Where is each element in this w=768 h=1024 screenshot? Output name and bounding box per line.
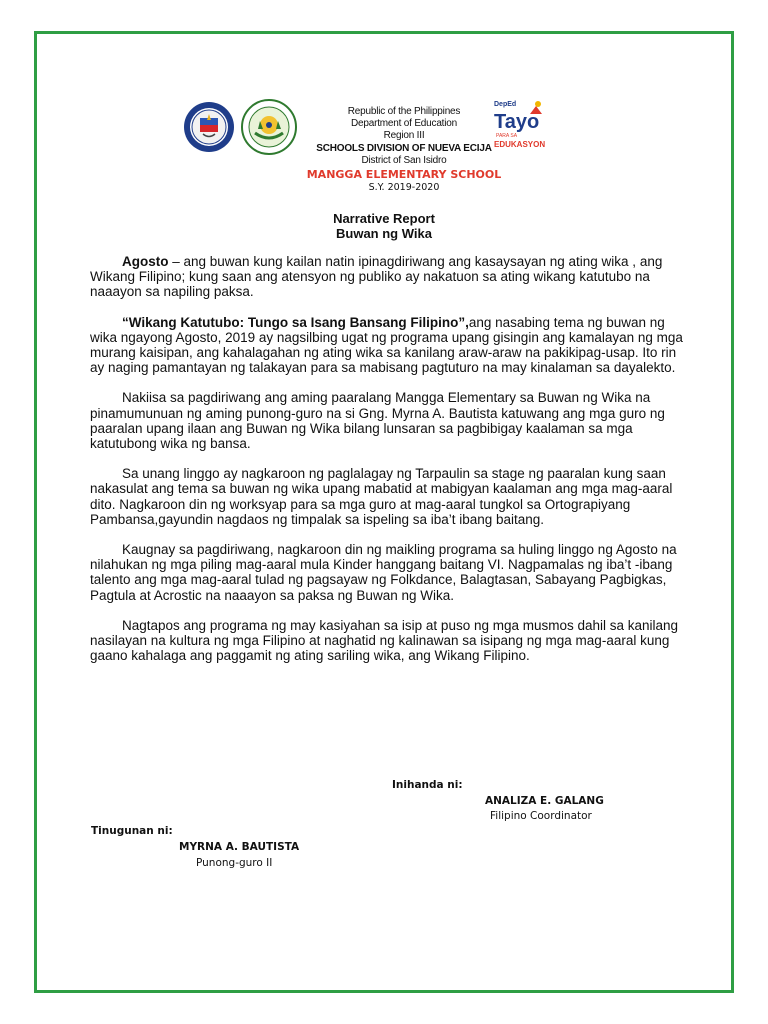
paragraph-5 <box>90 542 688 603</box>
republic-text: Republic of the Philippines <box>347 106 461 117</box>
school-name: MANGGA ELEMENTARY SCHOOL <box>306 167 502 181</box>
paragraph-lead: “Wikang Katutubo: Tungo sa Isang Bansang Filipino”, <box>122 314 469 330</box>
region-text: Region III <box>383 130 425 142</box>
paragraph-1 <box>90 254 688 300</box>
report-subtitle: Buwan ng Wika <box>336 226 432 241</box>
paragraph-text: Sa unang linggo ay nagkaroon ng paglalagay ng Tarpaulin sa stage ng paaralan kung saan nakasulat ang tema sa buwan ng wika upang mabatid at mabigyan kaalaman ang mga mag-aaral dito. Nagkaroon din ng worksyap para sa mga guro at mag-aaral tungkol sa Ortograpiyang Pambansa,gayundin nagdaos ng timpalak sa ispeling sa iba’t ibang baitang. <box>90 466 673 527</box>
prepared-by-name: ANALIZA E. GALANG <box>485 795 604 807</box>
noted-by-name: MYRNA A. BAUTISTA <box>179 841 300 853</box>
svg-text:Tayo: Tayo <box>494 111 540 133</box>
division-text: SCHOOLS DIVISION OF NUEVA ECIJA <box>316 142 492 154</box>
prepared-by-title: Filipino Coordinator <box>490 810 592 822</box>
noted-by-label: Tinugunan ni: <box>91 825 173 837</box>
paragraph-lead: Agosto <box>122 254 169 269</box>
paragraph-6 <box>90 618 688 664</box>
paragraph-2 <box>90 315 688 376</box>
letterhead <box>224 106 584 194</box>
paragraph-text: Kaugnay sa pagdiriwang, nagkaroon din ng maikling programa sa huling linggo ng Agosto na nilahukan ng mga piling mag-aaral mula Kinder hanggang baitang VI. Nagpamalas ng iba’t -ibang talento ang mga mag-aaral tulad ng pagsayaw ng Folkdance, Balagtasan, Sabayang Pagbigkas, Pagtula at Acrostic na naaayon sa paksa ng Buwan ng Wika. <box>90 542 677 603</box>
svg-text:DepEd: DepEd <box>494 101 517 108</box>
prepared-by-label: Inihanda ni: <box>392 779 463 791</box>
paragraph-text: Nagtapos ang programa ng may kasiyahan sa isip at puso ng mga musmos dahil sa kanilang nasilayan na kultura ng mga Filipino at naghatid ng kalinawan sa isipang ng mga mag-aaral kung gaano kahalaga ang paggamit ng ating sariling wika, ang Wikang Filipino. <box>90 617 679 664</box>
department-text: Department of Education <box>350 118 458 130</box>
paragraph-4 <box>90 466 688 527</box>
report-body <box>90 254 688 678</box>
paragraph-text: ang nasabing tema ng buwan ng wika ngayong Agosto, 2019 ay nagsilbing ugat ng programa upang gisingin ang kamalayan ng mga murang kaisipan, ang kahalagahan ng ating wika sa kanilang araw-araw na pakikipag-usap. Ito rin ay naging pamantayan ng talakayan para sa mabisang pagtuturo na may kinalaman sa dayalekto. <box>90 314 683 376</box>
report-title-block <box>0 211 768 241</box>
paragraph-text: Nakiisa sa pagdiriwang ang aming paaralang Mangga Elementary sa Buwan ng Wika na pinamumunuan ng aming punong-guro na si Gng. Myrna A. Bautista katuwang ang mga guro ng paaralan upang ilaan ang Buwan ng Wika bilang lunsaran sa pagbibigay kaalaman sa mga katutubong wika ng bansa. <box>90 390 665 452</box>
svg-text:EDUKASYON: EDUKASYON <box>494 140 546 149</box>
paragraph-text: – ang buwan kung kailan natin ipinagdiriwang ang kasaysayan ng ating wika , ang Wikang Filipino; kung saan ang atensyon ng publiko ay nakatuon sa ating wikang katutubo na naaayon sa napiling paksa. <box>90 254 663 300</box>
noted-by-title: Punong-guro II <box>196 857 273 869</box>
report-title: Narrative Report <box>333 211 435 226</box>
school-year: S.Y. 2019-2020 <box>368 182 440 194</box>
svg-text:PARA SA: PARA SA <box>496 133 518 139</box>
district-text: District of San Isidro <box>361 154 447 166</box>
paragraph-3 <box>90 390 688 451</box>
